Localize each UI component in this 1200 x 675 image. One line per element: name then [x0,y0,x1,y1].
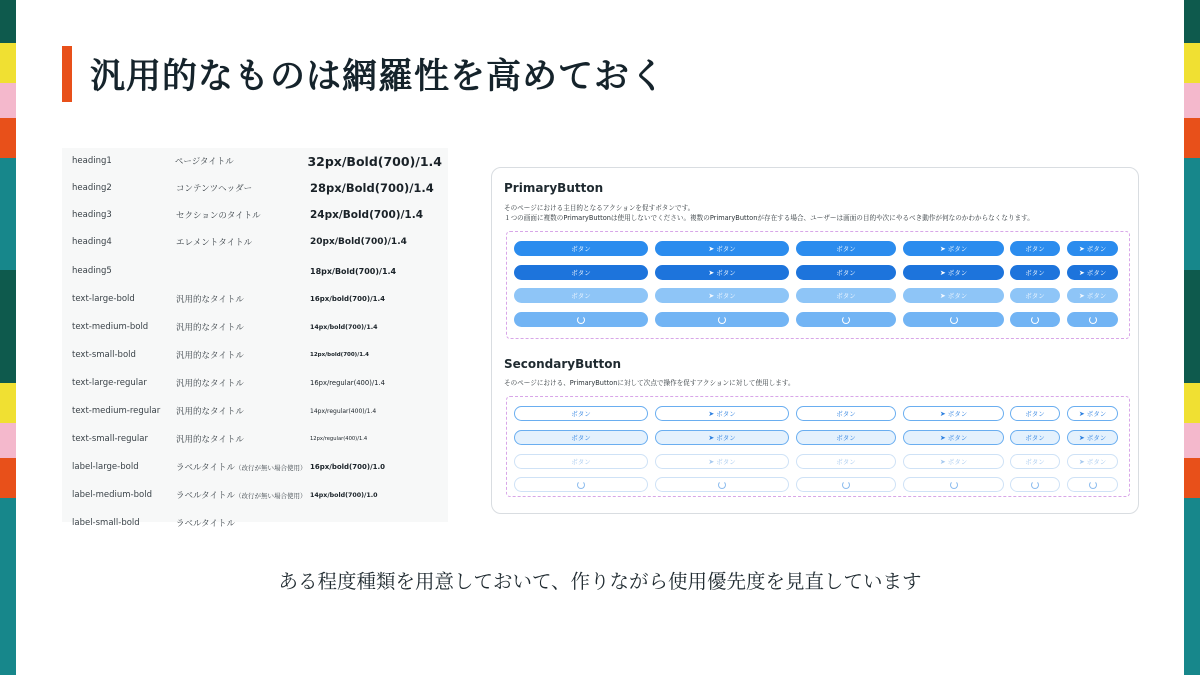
send-icon: ➤ [939,268,946,277]
token-name: label-large-bold [72,462,139,472]
primary-section-title: PrimaryButton [504,181,604,195]
secondary-button-default[interactable] [514,406,648,421]
token-name: heading2 [72,183,112,193]
token-usage [176,209,310,221]
loading-spinner-icon [577,316,585,324]
token-name: heading3 [72,210,112,220]
primary-button-loading[interactable] [796,312,896,327]
secondary-button-loading[interactable] [1010,477,1060,492]
primary-button-loading[interactable] [655,312,789,327]
primary-button-loading[interactable] [903,312,1004,327]
typography-row [72,181,442,195]
stripe-segment [0,423,16,458]
button-label: ボタン [571,434,591,442]
title-accent-bar [62,46,72,102]
token-usage [176,461,310,473]
token-usage-note: （改行が無い場合使用） [235,464,307,472]
primary-button-default[interactable] [514,241,648,256]
typography-row [72,292,442,306]
button-label: ボタン [716,269,736,277]
slide-title: 汎用的なものは網羅性を高めておく [90,57,667,97]
token-name: text-medium-regular [72,406,161,416]
token-name: text-small-regular [72,434,148,444]
secondary-button-default[interactable] [1067,406,1118,421]
primary-button-hover[interactable] [514,265,648,280]
token-name: heading4 [72,237,112,247]
secondary-section-desc-1: そのページにおける、PrimaryButtonに対して次点で操作を促すアクションに対して使用します。 [504,379,795,387]
token-usage-text: ラベルタイトル [176,519,235,529]
send-icon: ➤ [1078,409,1085,418]
send-icon: ➤ [939,457,946,466]
loading-spinner-icon [950,316,958,324]
typography-row [72,460,442,474]
primary-button-hover[interactable] [1067,265,1118,280]
secondary-button-loading[interactable] [796,477,896,492]
button-label: ボタン [1086,410,1107,418]
token-usage-text: 汎用的なタイトル [176,295,244,305]
token-usage-text: 汎用的なタイトル [176,379,244,389]
token-usage-text: エレメントタイトル [176,238,253,248]
send-icon: ➤ [708,268,715,277]
token-spec: 24px/Bold(700)/1.4 [310,209,424,221]
token-spec: 16px/bold(700)/1.4 [310,295,386,303]
secondary-button-disabled [1010,454,1060,469]
send-icon: ➤ [1078,244,1085,253]
loading-spinner-icon [842,316,850,324]
send-icon: ➤ [939,244,946,253]
primary-button-loading[interactable] [514,312,648,327]
send-icon: ➤ [1078,268,1085,277]
secondary-section-title: SecondaryButton [504,357,622,371]
token-usage-text: ラベルタイトル [176,491,235,501]
button-label: ボタン [716,434,736,442]
button-spec-panel [491,167,1139,514]
token-usage [176,433,310,445]
token-usage [175,155,308,167]
token-name: label-small-bold [72,518,140,528]
primary-button-disabled [796,288,896,303]
send-icon: ➤ [1078,433,1085,442]
primary-button-default[interactable] [903,241,1004,256]
secondary-button-loading[interactable] [1067,477,1118,492]
button-label: ボタン [947,410,968,418]
secondary-button-default[interactable] [655,406,789,421]
secondary-button-hover[interactable] [655,430,789,445]
primary-button-hover[interactable] [796,265,896,280]
typography-row [72,235,442,249]
button-label: ボタン [571,292,591,300]
token-name: text-small-bold [72,350,136,360]
token-usage [176,349,310,361]
token-spec: 12px/bold(700)/1.4 [310,352,369,358]
stripe-segment [1184,270,1200,383]
secondary-button-loading[interactable] [514,477,648,492]
loading-spinner-icon [718,316,726,324]
typography-row [72,488,442,502]
button-label: ボタン [1025,292,1045,300]
primary-button-default[interactable] [655,241,789,256]
typography-table [62,148,448,529]
send-icon: ➤ [708,433,715,442]
token-usage-text: コンテンツヘッダー [176,184,253,194]
button-label: ボタン [571,410,591,418]
primary-button-loading[interactable] [1067,312,1118,327]
button-label: ボタン [836,458,856,466]
token-spec: 20px/Bold(700)/1.4 [310,237,407,247]
stripe-segment [0,0,16,43]
button-label: ボタン [1025,410,1045,418]
typography-row [72,348,442,362]
token-usage-note: （改行が無い場合使用） [235,492,307,500]
token-name: heading5 [72,266,112,276]
typography-row [72,208,442,222]
primary-button-disabled [903,288,1004,303]
button-label: ボタン [1025,269,1045,277]
button-label: ボタン [716,410,736,418]
primary-button-disabled [655,288,789,303]
token-name: label-medium-bold [72,490,152,500]
stripe-segment [1184,383,1200,423]
stripe-segment [1184,43,1200,83]
primary-button-default[interactable] [1067,241,1118,256]
secondary-button-hover[interactable] [903,430,1004,445]
typography-row [72,376,442,390]
button-label: ボタン [1086,434,1107,442]
token-usage [176,236,310,248]
token-name: text-medium-bold [72,322,149,332]
stripe-segment [0,158,16,270]
secondary-button-loading[interactable] [655,477,789,492]
button-label: ボタン [836,292,856,300]
loading-spinner-icon [718,481,726,489]
button-label: ボタン [1086,458,1107,466]
primary-button-hover[interactable] [903,265,1004,280]
typography-row [72,154,442,168]
token-usage-text: セクションのタイトル [176,211,261,221]
stripe-segment [1184,158,1200,270]
token-spec: 32px/Bold(700)/1.4 [307,153,442,169]
send-icon: ➤ [708,409,715,418]
token-name: text-large-bold [72,294,135,304]
button-label: ボタン [716,292,736,300]
secondary-row-disabled [514,454,1124,469]
token-usage [176,182,310,194]
loading-spinner-icon [842,481,850,489]
secondary-button-disabled [655,454,789,469]
button-label: ボタン [947,458,968,466]
token-usage [176,377,310,389]
send-icon: ➤ [708,457,715,466]
token-spec: 18px/Bold(700)/1.4 [310,266,397,276]
secondary-button-hover[interactable] [796,430,896,445]
primary-row-loading [514,312,1124,327]
secondary-button-disabled [514,454,648,469]
secondary-button-hover[interactable] [514,430,648,445]
primary-row-disabled [514,288,1124,303]
typography-row [72,432,442,446]
stripe-segment [1184,458,1200,498]
button-label: ボタン [1025,245,1045,253]
button-label: ボタン [947,434,968,442]
secondary-button-hover[interactable] [1067,430,1118,445]
stripe-segment [0,270,16,383]
button-label: ボタン [947,245,968,253]
button-label: ボタン [947,292,968,300]
button-label: ボタン [1025,434,1045,442]
stripe-segment [0,118,16,158]
secondary-button-disabled [1067,454,1118,469]
button-label: ボタン [1086,269,1107,277]
primary-button-default[interactable] [796,241,896,256]
send-icon: ➤ [939,433,946,442]
stripe-segment [1184,0,1200,43]
primary-button-hover[interactable] [655,265,789,280]
primary-button-loading[interactable] [1010,312,1060,327]
typography-row [72,264,442,278]
button-label: ボタン [571,269,591,277]
secondary-row-hover [514,430,1124,445]
secondary-button-default[interactable] [903,406,1004,421]
token-usage-text: ラベルタイトル [176,463,235,473]
typography-row [72,320,442,334]
button-label: ボタン [836,245,856,253]
primary-button-disabled [1010,288,1060,303]
button-label: ボタン [836,434,856,442]
stripe-segment [1184,118,1200,158]
secondary-row-default [514,406,1124,421]
button-label: ボタン [1086,245,1107,253]
button-label: ボタン [947,269,968,277]
token-name: heading1 [72,156,112,166]
loading-spinner-icon [1089,316,1097,324]
stripe-segment [0,458,16,498]
primary-button-disabled [1067,288,1118,303]
token-spec: 14px/regular(400)/1.4 [310,407,377,415]
token-usage [176,489,310,501]
primary-button-hover[interactable] [1010,265,1060,280]
primary-button-disabled [514,288,648,303]
token-spec: 16px/bold(700)/1.0 [310,463,386,471]
stripe-segment [0,43,16,83]
stripe-segment [0,383,16,423]
stripe-segment [1184,423,1200,458]
primary-button-grid [506,231,1130,339]
primary-row-default [514,241,1124,256]
send-icon: ➤ [1078,457,1085,466]
token-usage-text: ページタイトル [174,157,234,167]
token-usage-text: 汎用的なタイトル [176,351,244,361]
secondary-button-default[interactable] [796,406,896,421]
send-icon: ➤ [708,291,715,300]
loading-spinner-icon [950,481,958,489]
secondary-button-loading[interactable] [903,477,1004,492]
secondary-button-disabled [903,454,1004,469]
send-icon: ➤ [1078,291,1085,300]
loading-spinner-icon [1031,316,1039,324]
slide-header [62,46,666,102]
secondary-button-disabled [796,454,896,469]
token-usage-text: 汎用的なタイトル [176,323,244,333]
token-name: text-large-regular [72,378,147,388]
typography-row [72,516,442,530]
button-label: ボタン [836,269,856,277]
stripe-segment [1184,83,1200,118]
button-label: ボタン [571,245,591,253]
primary-section-desc-1: そのページにおける主目的となるアクションを促すボタンです。 [504,204,695,212]
token-usage [176,517,310,529]
loading-spinner-icon [577,481,585,489]
loading-spinner-icon [1089,481,1097,489]
send-icon: ➤ [708,244,715,253]
send-icon: ➤ [939,409,946,418]
token-spec: 28px/Bold(700)/1.4 [310,181,434,195]
button-label: ボタン [1086,292,1107,300]
typography-row [72,404,442,418]
token-usage-text: 汎用的なタイトル [176,407,244,417]
button-label: ボタン [716,458,736,466]
token-usage-text: 汎用的なタイトル [176,435,244,445]
button-label: ボタン [571,458,591,466]
loading-spinner-icon [1031,481,1039,489]
secondary-row-loading [514,477,1124,492]
stripe-segment [0,83,16,118]
secondary-button-default[interactable] [1010,406,1060,421]
token-usage [176,293,310,305]
secondary-button-hover[interactable] [1010,430,1060,445]
send-icon: ➤ [939,291,946,300]
token-spec: 14px/bold(700)/1.0 [310,491,378,499]
primary-button-default[interactable] [1010,241,1060,256]
token-usage [176,405,310,417]
button-label: ボタン [1025,458,1045,466]
button-label: ボタン [836,410,856,418]
button-label: ボタン [716,245,736,253]
secondary-button-grid [506,396,1130,497]
primary-section-desc-2: １つの画面に複数のPrimaryButtonは使用しないでください。複数のPrimaryButtonが存在する場合、ユーザーは画面の目的や次にやるべき動作が何なのかわからなくなります。 [504,214,1034,222]
token-spec: 16px/regular(400)/1.4 [310,379,385,387]
token-spec: 14px/bold(700)/1.4 [310,323,378,331]
slide-caption: ある程度種類を用意しておいて、作りながら使用優先度を見直しています [278,570,922,593]
token-usage [176,321,310,333]
token-spec: 12px/regular(400)/1.4 [310,436,368,442]
primary-row-hover [514,265,1124,280]
